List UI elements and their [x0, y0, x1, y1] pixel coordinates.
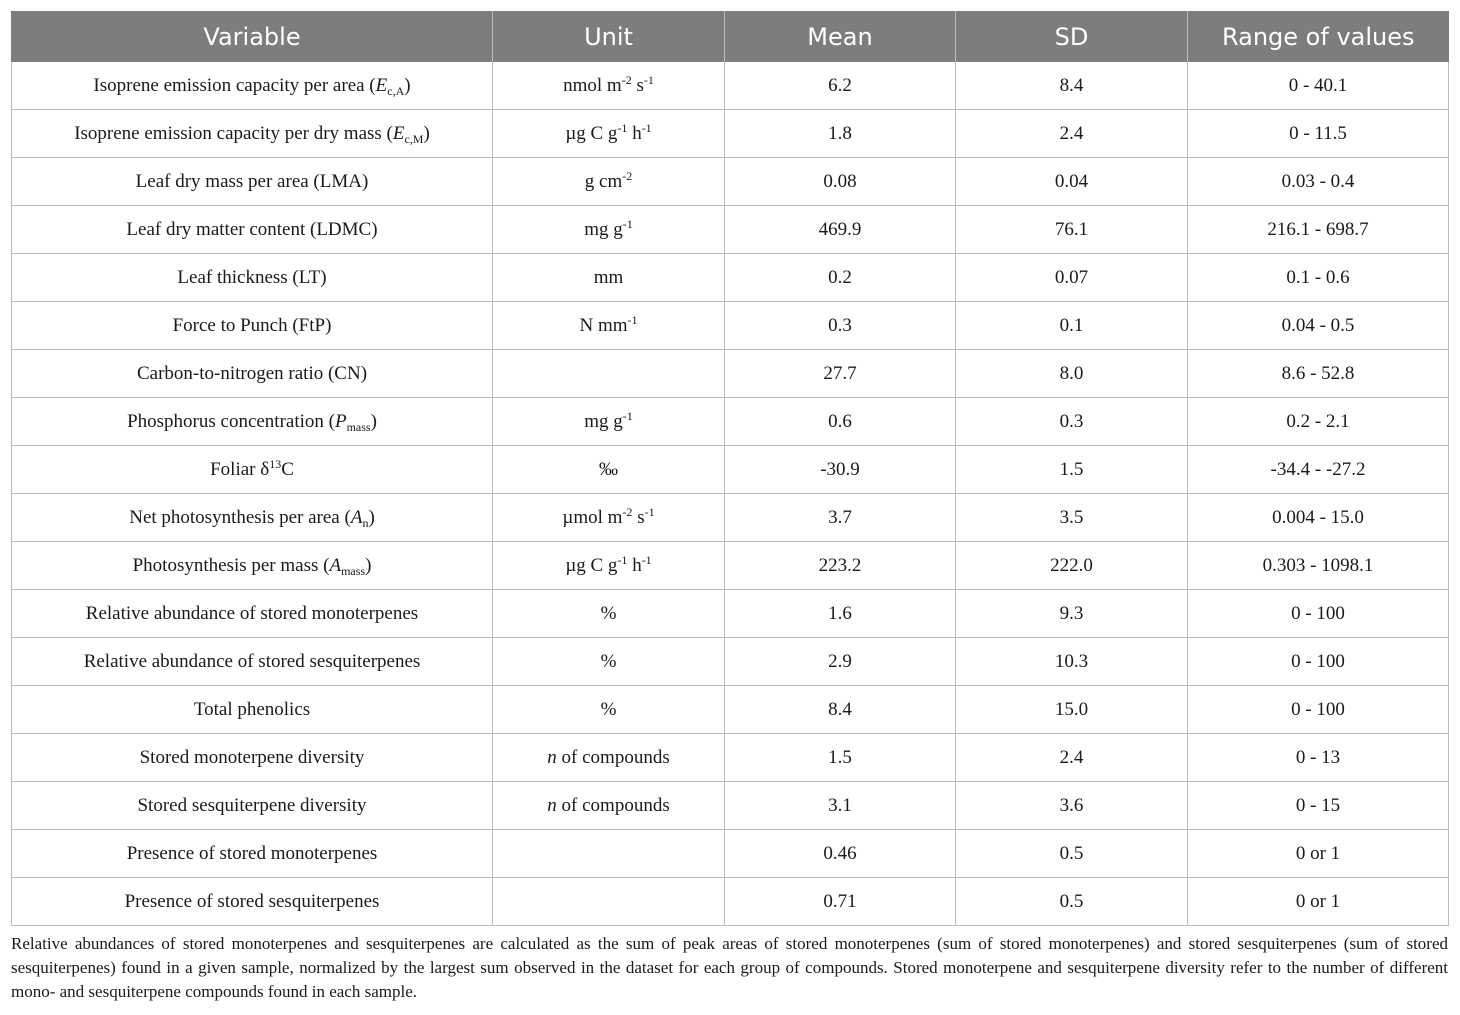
cell-sd: 0.5	[956, 878, 1188, 926]
cell-sd: 8.4	[956, 62, 1188, 110]
table-row	[12, 830, 1449, 878]
header-mean: Mean	[725, 11, 956, 62]
cell-sd: 10.3	[956, 638, 1188, 686]
cell-variable: Leaf dry matter content (LDMC)	[12, 206, 493, 254]
cell-unit	[493, 830, 725, 878]
cell-range: 0 or 1	[1188, 830, 1449, 878]
header-unit: Unit	[493, 11, 725, 62]
cell-variable: Phosphorus concentration $(P_{mass})$	[12, 398, 493, 446]
cell-range: -34.4 - -27.2	[1188, 446, 1449, 494]
cell-mean: 0.46	[725, 830, 956, 878]
cell-range: 0.03 - 0.4	[1188, 158, 1449, 206]
cell-sd: 15.0	[956, 686, 1188, 734]
table-row	[12, 734, 1449, 782]
table-body	[12, 62, 1449, 926]
cell-sd: 3.5	[956, 494, 1188, 542]
table-row	[12, 446, 1449, 494]
cell-sd: 0.07	[956, 254, 1188, 302]
cell-sd: 0.04	[956, 158, 1188, 206]
cell-sd: 0.5	[956, 830, 1188, 878]
cell-variable: Relative abundance of stored sesquiterpenes	[12, 638, 493, 686]
cell-variable: Isoprene emission capacity per dry mass $(E_{c,M})$	[12, 110, 493, 158]
cell-mean: 0.3	[725, 302, 956, 350]
cell-unit: n of compounds	[493, 782, 725, 830]
cell-mean: 6.2	[725, 62, 956, 110]
table-row	[12, 542, 1449, 590]
cell-mean: 223.2	[725, 542, 956, 590]
table-row	[12, 398, 1449, 446]
cell-sd: 0.3	[956, 398, 1188, 446]
cell-mean: 0.6	[725, 398, 956, 446]
cell-unit: mg $g^{-1}$	[493, 206, 725, 254]
table-row	[12, 254, 1449, 302]
cell-sd: 76.1	[956, 206, 1188, 254]
cell-unit: %	[493, 638, 725, 686]
cell-unit: µmol $m^{-2}$ $s^{-1}$	[493, 494, 725, 542]
header-row	[12, 11, 1449, 62]
cell-variable: Stored monoterpene diversity	[12, 734, 493, 782]
cell-unit: µg C $g^{-1}$ $h^{-1}$	[493, 542, 725, 590]
cell-unit: N $mm^{-1}$	[493, 302, 725, 350]
cell-variable: Total phenolics	[12, 686, 493, 734]
cell-mean: 8.4	[725, 686, 956, 734]
cell-mean: 1.6	[725, 590, 956, 638]
cell-sd: 1.5	[956, 446, 1188, 494]
variables-table	[11, 11, 1449, 926]
cell-range: 0 - 40.1	[1188, 62, 1449, 110]
cell-range: 8.6 - 52.8	[1188, 350, 1449, 398]
cell-variable: Leaf thickness (LT)	[12, 254, 493, 302]
cell-unit: %	[493, 686, 725, 734]
table-row	[12, 206, 1449, 254]
table-row	[12, 590, 1449, 638]
cell-mean: 0.08	[725, 158, 956, 206]
cell-mean: -30.9	[725, 446, 956, 494]
cell-sd: 222.0	[956, 542, 1188, 590]
cell-mean: 1.5	[725, 734, 956, 782]
table-row	[12, 302, 1449, 350]
cell-sd: 3.6	[956, 782, 1188, 830]
cell-mean: 2.9	[725, 638, 956, 686]
cell-range: 0 - 11.5	[1188, 110, 1449, 158]
header-sd: SD	[956, 11, 1188, 62]
cell-range: 0 - 15	[1188, 782, 1449, 830]
table-row	[12, 494, 1449, 542]
table-row	[12, 158, 1449, 206]
cell-unit: mm	[493, 254, 725, 302]
cell-range: 0 - 13	[1188, 734, 1449, 782]
cell-sd: 8.0	[956, 350, 1188, 398]
cell-unit: ‰	[493, 446, 725, 494]
table-row	[12, 62, 1449, 110]
cell-mean: 469.9	[725, 206, 956, 254]
cell-variable: Net photosynthesis per area $(A_n)$	[12, 494, 493, 542]
table-footnote: Relative abundances of stored monoterpenes and sesquiterpenes are calculated as the sum of peak areas of stored monoterpenes (sum of stored monoterpenes) and stored sesquiterpenes (sum of stored sesquiterpenes) found in a given sample, normalized by the largest sum observed in the dataset for each group of compounds. Stored monoterpene and sesquiterpene diversity refer to the number of different mono- and sesquiterpene compounds found in each sample.	[11, 934, 1448, 1001]
cell-variable: Carbon-to-nitrogen ratio (CN)	[12, 350, 493, 398]
cell-unit: nmol $m^{-2}$ $s^{-1}$	[493, 62, 725, 110]
cell-unit: µg C $g^{-1}$ $h^{-1}$	[493, 110, 725, 158]
cell-sd: 2.4	[956, 734, 1188, 782]
table-row	[12, 638, 1449, 686]
cell-range: 0.2 - 2.1	[1188, 398, 1449, 446]
table-row	[12, 878, 1449, 926]
cell-mean: 3.7	[725, 494, 956, 542]
cell-variable: Stored sesquiterpene diversity	[12, 782, 493, 830]
cell-range: 0 - 100	[1188, 590, 1449, 638]
cell-variable: Relative abundance of stored monoterpenes	[12, 590, 493, 638]
cell-variable: Presence of stored monoterpenes	[12, 830, 493, 878]
cell-range: 0.1 - 0.6	[1188, 254, 1449, 302]
cell-range: 216.1 - 698.7	[1188, 206, 1449, 254]
cell-mean: 0.2	[725, 254, 956, 302]
cell-sd: 9.3	[956, 590, 1188, 638]
cell-unit: g $cm^{-2}$	[493, 158, 725, 206]
cell-unit	[493, 350, 725, 398]
cell-unit: %	[493, 590, 725, 638]
cell-unit	[493, 878, 725, 926]
cell-variable: Isoprene emission capacity per area $(E_{c,A})$	[12, 62, 493, 110]
cell-variable: Foliar $\delta^{13}C$	[12, 446, 493, 494]
cell-sd: 2.4	[956, 110, 1188, 158]
cell-variable: Presence of stored sesquiterpenes	[12, 878, 493, 926]
cell-mean: 1.8	[725, 110, 956, 158]
table-row	[12, 686, 1449, 734]
cell-mean: 0.71	[725, 878, 956, 926]
cell-range: 0.004 - 15.0	[1188, 494, 1449, 542]
cell-mean: 27.7	[725, 350, 956, 398]
cell-range: 0 - 100	[1188, 638, 1449, 686]
cell-mean: 3.1	[725, 782, 956, 830]
cell-unit: mg $g^{-1}$	[493, 398, 725, 446]
cell-unit: n of compounds	[493, 734, 725, 782]
header-range: Range of values	[1188, 11, 1449, 62]
cell-variable: Force to Punch (FtP)	[12, 302, 493, 350]
cell-sd: 0.1	[956, 302, 1188, 350]
cell-range: 0 or 1	[1188, 878, 1449, 926]
cell-range: 0 - 100	[1188, 686, 1449, 734]
data-table-container	[11, 11, 1448, 926]
cell-variable: Leaf dry mass per area (LMA)	[12, 158, 493, 206]
table-row	[12, 350, 1449, 398]
cell-variable: Photosynthesis per mass $(A_{mass})$	[12, 542, 493, 590]
table-row	[12, 110, 1449, 158]
cell-range: 0.303 - 1098.1	[1188, 542, 1449, 590]
cell-range: 0.04 - 0.5	[1188, 302, 1449, 350]
header-variable: Variable	[12, 11, 493, 62]
table-row	[12, 782, 1449, 830]
